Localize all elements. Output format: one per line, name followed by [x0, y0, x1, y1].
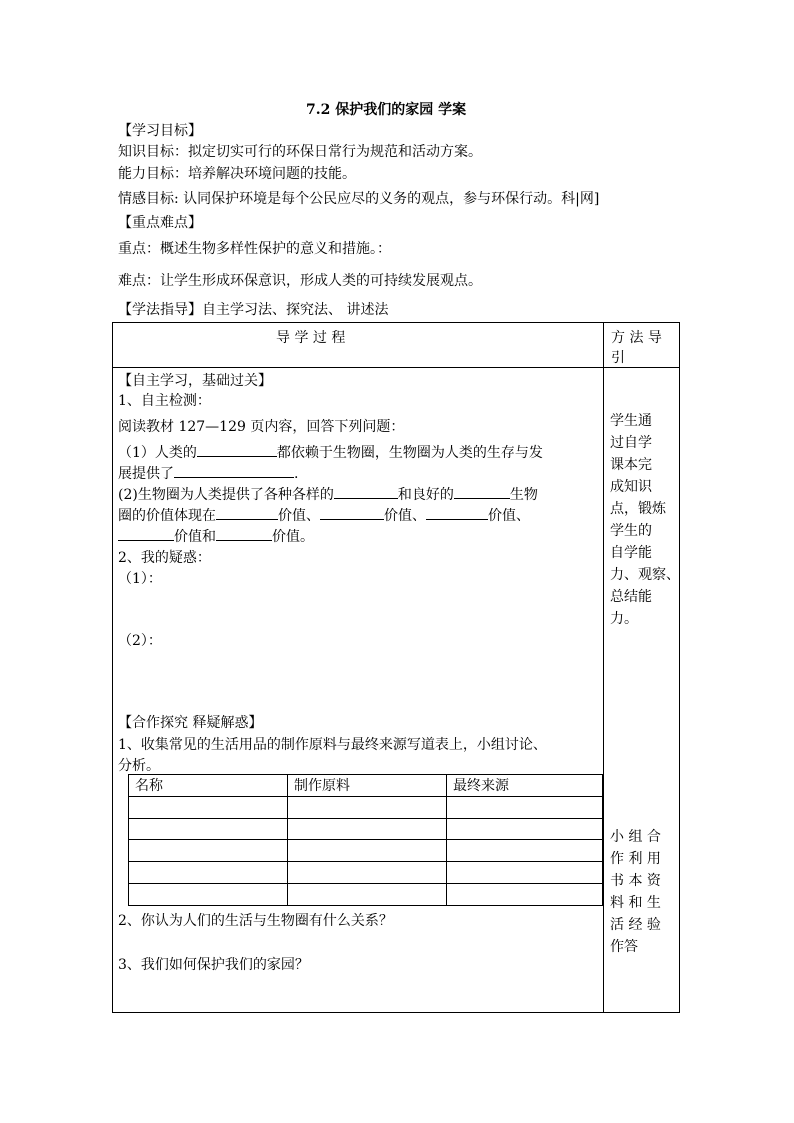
- table-cell[interactable]: [129, 818, 288, 840]
- header-cell: 制作原料: [288, 775, 447, 797]
- study-method: 【学法指导】自主学习法、探究法、 讲述法: [118, 302, 389, 318]
- table-cell[interactable]: [447, 840, 603, 862]
- fill-blank[interactable]: [216, 505, 278, 520]
- cooperation-header: 【合作探究 释疑解惑】: [118, 715, 263, 731]
- key-point: 重点：概述生物多样性保护的意义和措施。：: [118, 241, 391, 257]
- emotion-goal: 情感目标: 认同保护环境是每个公民应尽的义务的观点，参与环保行动。科|网]: [118, 191, 600, 207]
- doubt-2: （2）：: [118, 633, 162, 649]
- q1b-text1: (2)生物圈为人类提供了各种各样的: [118, 487, 334, 503]
- method-note-1: [610, 410, 680, 630]
- table-cell[interactable]: [288, 818, 447, 840]
- table-cell[interactable]: [288, 884, 447, 906]
- table-cell[interactable]: [447, 862, 603, 884]
- note-line: 作答: [610, 939, 638, 955]
- table-cell[interactable]: [447, 796, 603, 818]
- note-line: 点，锻炼: [610, 501, 666, 517]
- cooperation-3: 3、我们如何保护我们的家园？: [118, 957, 309, 973]
- table-row: [129, 884, 603, 906]
- q1b-text5: 价值、: [278, 508, 320, 524]
- question-1-title: 1、自主检测：: [118, 393, 211, 409]
- method-note-2: [610, 826, 680, 958]
- note-line: 课本完: [610, 457, 652, 473]
- question-1a-line2: [118, 463, 298, 483]
- cooperation-1-line2: 分析。: [118, 758, 160, 774]
- q1b-text9: 价值。: [272, 529, 314, 545]
- fill-blank[interactable]: [216, 526, 272, 541]
- table-cell[interactable]: [288, 840, 447, 862]
- table-row: [129, 862, 603, 884]
- table-cell[interactable]: [129, 884, 288, 906]
- question-1b-line2: [118, 505, 530, 525]
- table-divider-vertical: [603, 322, 604, 1013]
- note-line: 作 利 用: [610, 851, 661, 867]
- q1b-text2: 和良好的: [397, 487, 454, 503]
- table-cell[interactable]: [447, 818, 603, 840]
- table-cell[interactable]: [129, 796, 288, 818]
- question-1a-line1: [118, 442, 543, 462]
- fill-blank[interactable]: [334, 484, 398, 499]
- table-cell[interactable]: [129, 840, 288, 862]
- knowledge-goal: 知识目标：拟定切实可行的环保日常行为规范和活动方案。: [118, 144, 482, 160]
- note-line: 书 本 资: [610, 873, 661, 889]
- method-header-1: 方 法 导: [611, 330, 662, 346]
- question-1b-line1: [118, 484, 538, 504]
- q1b-text4: 圈的价值体现在: [118, 508, 216, 524]
- q1a-text1: （1）人类的: [118, 445, 197, 461]
- fill-blank[interactable]: [320, 505, 384, 520]
- note-line: 小 组 合: [610, 829, 661, 845]
- q1a-text2: 都依赖于生物圈，生物圈为人类的生存与发: [276, 445, 543, 461]
- materials-table: [128, 774, 603, 906]
- question-1b-line3: [118, 526, 314, 546]
- note-line: 总结能: [610, 589, 652, 605]
- note-line: 自学能: [610, 545, 652, 561]
- header-cell: 最终来源: [447, 775, 603, 797]
- question-1-read: 阅读教材 127—129 页内容，回答下列问题：: [118, 419, 405, 435]
- question-2-title: 2、我的疑惑：: [118, 550, 211, 566]
- fill-blank[interactable]: [454, 484, 510, 499]
- key-difficulty-header: 【重点难点】: [118, 215, 202, 231]
- table-cell[interactable]: [288, 862, 447, 884]
- table-cell[interactable]: [288, 796, 447, 818]
- difficult-point: 难点：让学生形成环保意识，形成人类的可持续发展观点。: [118, 273, 482, 289]
- note-line: 成知识: [610, 479, 652, 495]
- header-cell: 名称: [129, 775, 288, 797]
- q1b-text6: 价值、: [384, 508, 426, 524]
- q1b-text7: 价值、: [488, 508, 530, 524]
- fill-blank[interactable]: [197, 442, 277, 457]
- table-cell[interactable]: [447, 884, 603, 906]
- fill-blank[interactable]: [426, 505, 488, 520]
- objectives-header: 【学习目标】: [118, 123, 202, 139]
- fill-blank[interactable]: [174, 463, 294, 478]
- table-cell[interactable]: [129, 862, 288, 884]
- note-line: 料 和 生: [610, 895, 661, 911]
- cooperation-2: 2、你认为人们的生活与生物圈有什么关系？: [118, 913, 393, 929]
- cooperation-1-line1: 1、收集常见的生活用品的制作原料与最终来源写道表上，小组讨论、: [118, 737, 547, 753]
- self-study-header: 【自主学习，基础过关】: [118, 373, 272, 389]
- table-row: [129, 840, 603, 862]
- fill-blank[interactable]: [118, 526, 174, 541]
- note-line: 学生通: [610, 413, 652, 429]
- note-line: 活 经 验: [610, 917, 661, 933]
- page-title: 7.2 保护我们的家园 学案: [306, 102, 467, 118]
- q1a-text3: 展提供了: [118, 466, 174, 482]
- method-header-2: 引: [611, 350, 625, 366]
- note-line: 过自学: [610, 435, 652, 451]
- table-row: [129, 818, 603, 840]
- q1a-text4: .: [294, 466, 299, 482]
- doubt-1: （1）：: [118, 571, 162, 587]
- note-line: 力。: [610, 611, 638, 627]
- table-divider-horizontal: [112, 367, 680, 368]
- q1b-text8: 价值和: [174, 529, 216, 545]
- ability-goal: 能力目标：培养解决环境问题的技能。: [118, 166, 356, 182]
- process-header: 导 学 过 程: [276, 330, 346, 346]
- note-line: 力、观察、: [610, 567, 680, 583]
- note-line: 学生的: [610, 523, 652, 539]
- table-row: [129, 775, 603, 797]
- table-row: [129, 796, 603, 818]
- q1b-text3: 生物: [509, 487, 538, 503]
